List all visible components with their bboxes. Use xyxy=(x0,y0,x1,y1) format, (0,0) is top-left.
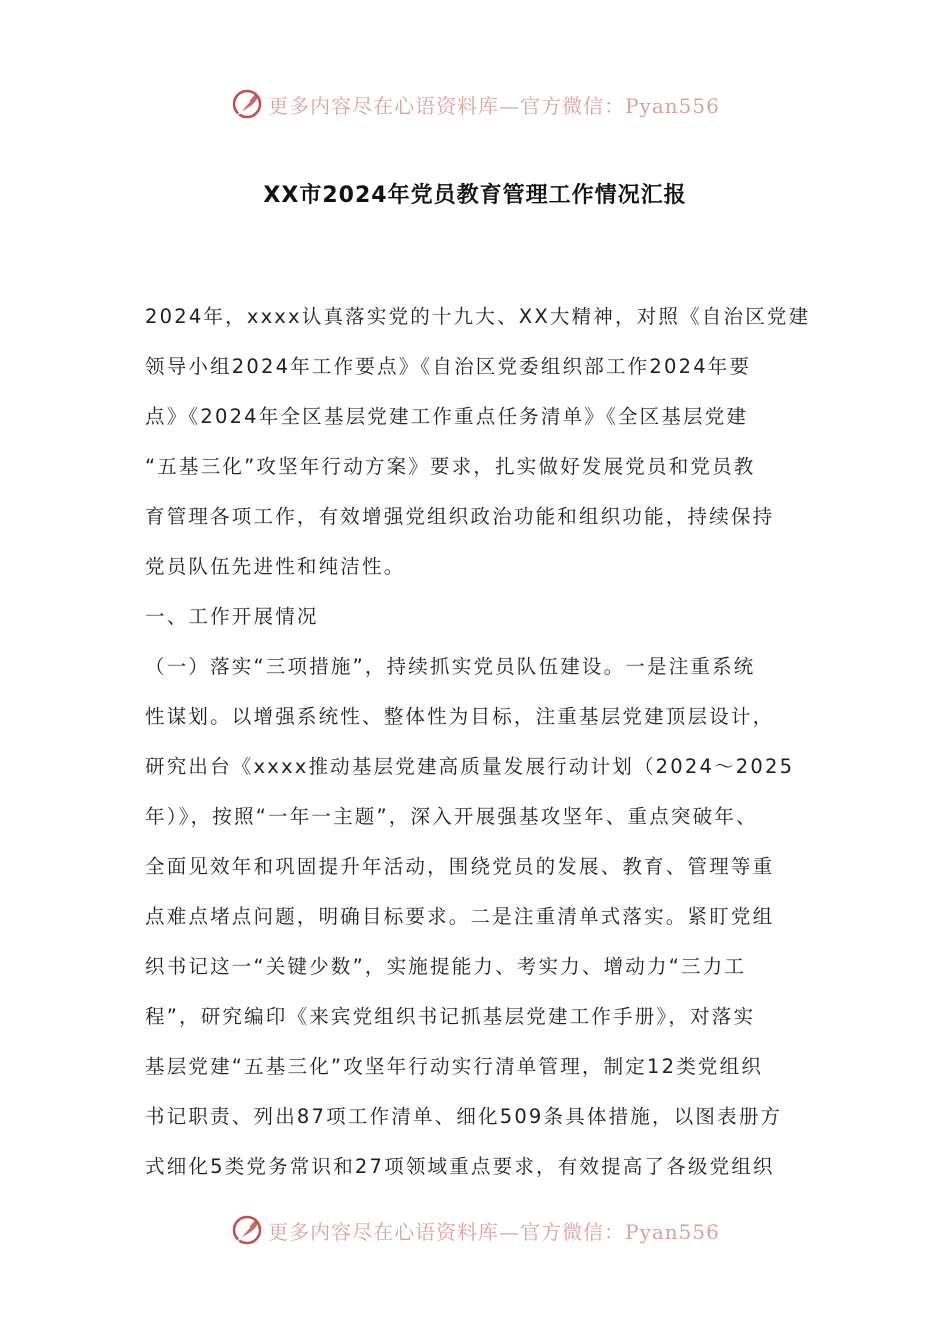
body-line: 党员队伍先进性和纯洁性。 xyxy=(145,555,406,578)
body-line: 研究出台《xxxx推动基层党建高质量发展行动计划（2024～2025 xyxy=(145,755,795,778)
watermark-text: 更多内容尽在心语资料库—官方微信：Pyan556 xyxy=(268,1219,720,1244)
document-body xyxy=(145,292,811,1192)
section-heading: 一、工作开展情况 xyxy=(145,605,319,628)
body-line: 程”，研究编印《来宾党组织书记抓基层党建工作手册》，对落实 xyxy=(145,1005,756,1028)
body-line: 基层党建“五基三化”攻坚年行动实行清单管理，制定12类党组织 xyxy=(145,1055,764,1078)
body-line: 全面见效年和巩固提升年活动，围绕党员的发展、教育、管理等重 xyxy=(145,855,775,878)
body-line: 点难点堵点问题，明确目标要求。二是注重清单式落实。紧盯党组 xyxy=(145,905,775,928)
body-line: 书记职责、列出87项工作清单、细化509条具体措施，以图表册方 xyxy=(145,1105,783,1128)
body-line: （一）落实“三项措施”，持续抓实党员队伍建设。一是注重系统 xyxy=(145,655,756,678)
body-line: 织书记这一“关键少数”，实施提能力、考实力、增动力“三力工 xyxy=(145,955,747,978)
body-line: 性谋划。以增强系统性、整体性为目标，注重基层党建顶层设计， xyxy=(145,705,775,728)
body-line: 领导小组2024年工作要点》《自治区党委组织部工作2024年要 xyxy=(145,355,752,378)
body-line: “五基三化”攻坚年行动方案》要求，扎实做好发展党员和党员教 xyxy=(145,455,756,478)
watermark-text: 更多内容尽在心语资料库—官方微信：Pyan556 xyxy=(268,93,720,118)
header-watermark xyxy=(0,84,950,124)
body-line: 育管理各项工作，有效增强党组织政治功能和组织功能，持续保持 xyxy=(145,505,775,528)
feather-pen-logo-icon xyxy=(230,87,264,121)
document-title: XX市2024年党员教育管理工作情况汇报 xyxy=(263,183,687,208)
footer-watermark xyxy=(0,1210,950,1250)
body-line: 2024年，xxxx认真落实党的十九大、XX大精神，对照《自治区党建 xyxy=(145,305,811,328)
body-line: 点》《2024年全区基层党建工作重点任务清单》《全区基层党建 xyxy=(145,405,749,428)
body-line: 式细化5类党务常识和27项领域重点要求，有效提高了各级党组织 xyxy=(145,1155,775,1178)
feather-pen-logo-icon xyxy=(230,1213,264,1247)
body-line: 年）》，按照“一年一主题”，深入开展强基攻坚年、重点突破年、 xyxy=(145,805,758,828)
